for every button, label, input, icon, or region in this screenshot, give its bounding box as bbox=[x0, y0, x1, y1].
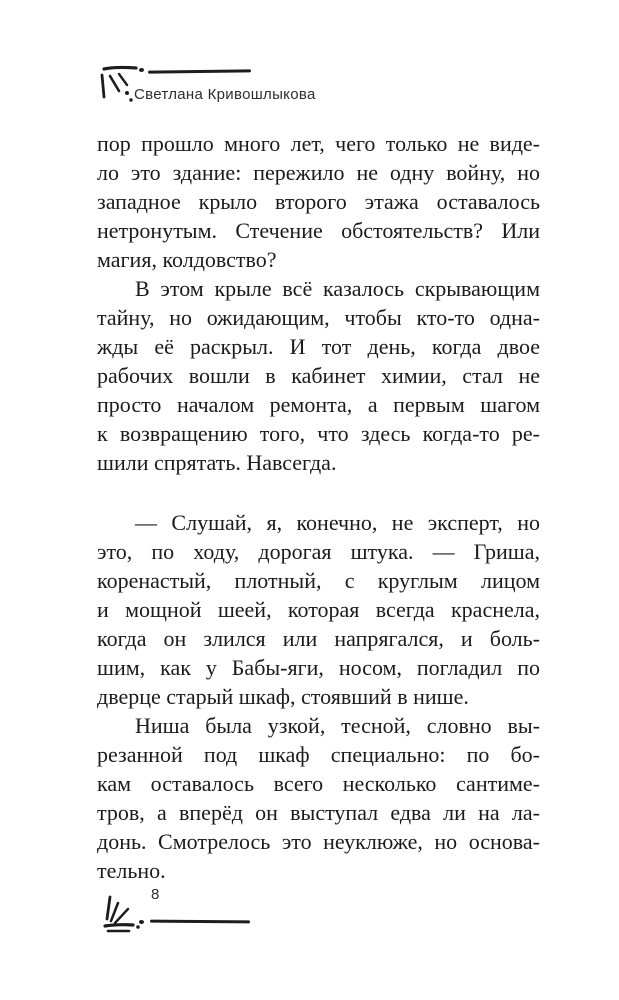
text-line: и мощной шеей, которая всегда краснела, bbox=[97, 597, 540, 622]
ink-dot bbox=[139, 920, 144, 924]
text-line: шили спрятать. Навсегда. bbox=[97, 450, 337, 475]
text-line: магия, колдовство? bbox=[97, 247, 277, 272]
text-line: тельно. bbox=[97, 858, 166, 883]
text-line: жды её раскрыл. И тот день, когда двое bbox=[97, 334, 540, 359]
text-line: пор прошло много лет, чего только не виде- bbox=[97, 131, 540, 156]
ink-dot bbox=[139, 68, 144, 72]
paragraph-spacer bbox=[97, 477, 540, 508]
text-line: коренастый, плотный, с круглым лицом bbox=[97, 568, 540, 593]
text-line: просто началом ремонта, а первым шагом bbox=[97, 392, 540, 417]
text-line: В этом крыле всё казалось скрывающим bbox=[135, 276, 540, 301]
text-line: это, по ходу, дорогая штука. — Гриша, bbox=[97, 539, 540, 564]
sketch-burst-icon bbox=[101, 893, 145, 933]
text-line: тров, а вперёд он выступал едва ли на ла- bbox=[97, 800, 540, 825]
text-line: ло это здание: пережило не одну войну, но bbox=[97, 160, 540, 185]
text-line: рабочих вошли в кабинет химии, стал не bbox=[97, 363, 540, 388]
text-line: когда он злился или напрягался, и боль- bbox=[97, 626, 540, 651]
text-line: резанной под шкаф специально: по бо- bbox=[97, 742, 540, 767]
book-text bbox=[97, 129, 540, 885]
text-line: шим, как у Бабы-яги, носом, погладил по bbox=[97, 655, 540, 680]
text-line: кам оставалось всего несколько сантиме- bbox=[97, 771, 540, 796]
footer-rule bbox=[150, 920, 250, 924]
header-rule bbox=[148, 69, 251, 73]
text-line: западное крыло второго этажа оставалось bbox=[97, 189, 540, 214]
text-line: — Слушай, я, конечно, не эксперт, но bbox=[135, 510, 540, 535]
text-line: дверце старый шкаф, стоявший в нише. bbox=[97, 684, 469, 709]
page-number: 8 bbox=[151, 886, 160, 903]
text-line: нетронутым. Стечение обстоятельств? Или bbox=[97, 218, 540, 243]
text-line: Ниша была узкой, тесной, словно вы- bbox=[135, 713, 540, 738]
text-line: к возвращению того, что здесь когда-то ре- bbox=[97, 421, 540, 446]
text-line: тайну, но ожидающим, чтобы кто-то одна- bbox=[97, 305, 540, 330]
author-name: Светлана Кривошлыкова bbox=[134, 86, 316, 103]
text-line: донь. Смотрелось это неуклюже, но основа- bbox=[97, 829, 540, 854]
